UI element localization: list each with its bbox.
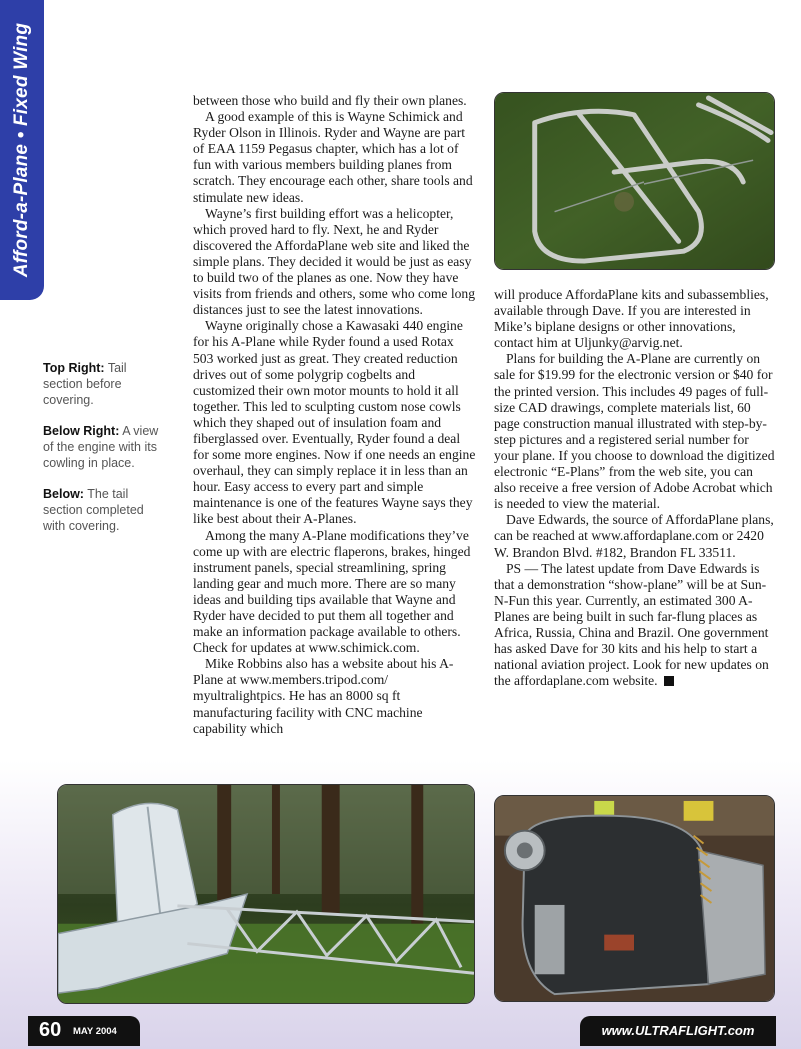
article-paragraph: A good example of this is Wayne Schimick and Ryder Olson in Illinois. Ryder and Wayne are part of EAA 1159 Pegasus chapter, which has a lot of fun with various members building planes from scratch. They encourage each other, share tools and stimulate new ideas. [193,109,473,205]
article-paragraph: between those who build and fly their own planes. [193,93,467,108]
article-paragraph: Wayne originally chose a Kawasaki 440 engine for his A-Plane while Ryder found a used Rotax 503 worked just as great. They created reduction drives out of some polygrip cogbelts and customized their own motor mounts to hold it all together. This led to sculpting custom nose cowls which they shaped out of insulation foam and fiberglassed over. Eventually, Ryder found a deal for some more engines. Now if one needs an engine overhaul, they can simply replace it in less than an hour. Easy access to every part and simple maintenance is one of the features Wayne says they like best about their A-Planes. [193,318,476,527]
article-paragraph: Dave Edwards, the source of AffordaPlane plans, can be reached at www.affordaplane.com or 2420 W. Brandon Blvd. #182, Brandon FL 33511. [494,512,774,560]
caption-text: The tail section completed with covering. [43,487,144,533]
photo-captions [43,360,163,549]
caption-below [43,486,163,534]
footer-page-info [28,1016,140,1046]
caption-label: Below: [43,487,84,501]
caption-label: Below Right: [43,424,120,438]
tail-covered-illustration [58,785,474,1003]
engine-cowling-illustration [495,796,774,1001]
caption-top-right [43,360,163,408]
caption-label: Top Right: [43,361,105,375]
page-number: 60 [39,1019,62,1041]
end-of-article-mark [664,676,674,686]
article-column-left [193,93,476,737]
article-paragraph: Mike Robbins also has a website about his A-Plane at www.members.tripod.com/ myultralightpics. He has an 8000 sq ft manufacturing facility with CNC machine capability which [193,656,454,736]
article-paragraph [494,561,777,690]
photo-tail-frame-uncovered [494,92,775,270]
photo-engine-cowling [494,795,775,1002]
caption-text: A view of the engine with its cowling in place. [43,424,159,470]
caption-text: Tail section before covering. [43,361,127,407]
article-paragraph: Among the many A-Plane modifications they’ve come up with are electric flaperons, brakes, hinged instrument panels, special streamlining, spring landing gear and much more. There are so many ideas and building tips available that Wayne and Ryder have decided to put them all together and make an information package available to others. Check for updates at www.schimick.com. [193,527,471,656]
issue-date: MAY 2004 [73,1026,117,1037]
section-tab-label: Afford-a-Plane • Fixed Wing [11,22,32,278]
footer-website[interactable]: www.ULTRAFLIGHT.com [580,1016,776,1046]
article-paragraph: will produce AffordaPlane kits and subassemblies, available through Dave. If you are interested in Mike’s biplane designs or other innovations, contact him at Uljunky@arvig.net. [494,287,769,351]
article-column-right [494,287,777,689]
photo-tail-covered [57,784,475,1004]
section-tab [0,0,44,300]
tail-frame-illustration [495,93,774,269]
article-paragraph-text: PS — The latest update from Dave Edwards is that a demonstration “show-plane” will be at Sun-N-Fun this year. Currently, an estimated 300 A-Planes are being built in such far-flung places as Africa, Russia, China and Brazil. One government has asked Dave for 30 kits and his help to start a national aviation project. Look for new updates on the affordaplane.com website. [494,560,769,689]
caption-below-right [43,423,163,471]
article-paragraph: Plans for building the A-Plane are currently on sale for $19.99 for the electronic version or $40 for the printed version. This includes 49 pages of full-size CAD drawings, complete materials list, 60 page construction manual illustrated with step-by-step pictures and a registered serial number for your plane. If you choose to download the digitized electronic “E-Plans” from the web site, you can also receive a free version of Adobe Acrobat which is needed to view the material. [494,351,775,512]
article-paragraph: Wayne’s first building effort was a helicopter, which proved hard to fly. Next, he and Ryder discovered the AffordaPlane web site and liked the simple plans. They decided it would be just as easy to build two of the planes as one. Now they have visits from friends and others, some who come long distances just to see the latest innovations. [193,205,476,318]
